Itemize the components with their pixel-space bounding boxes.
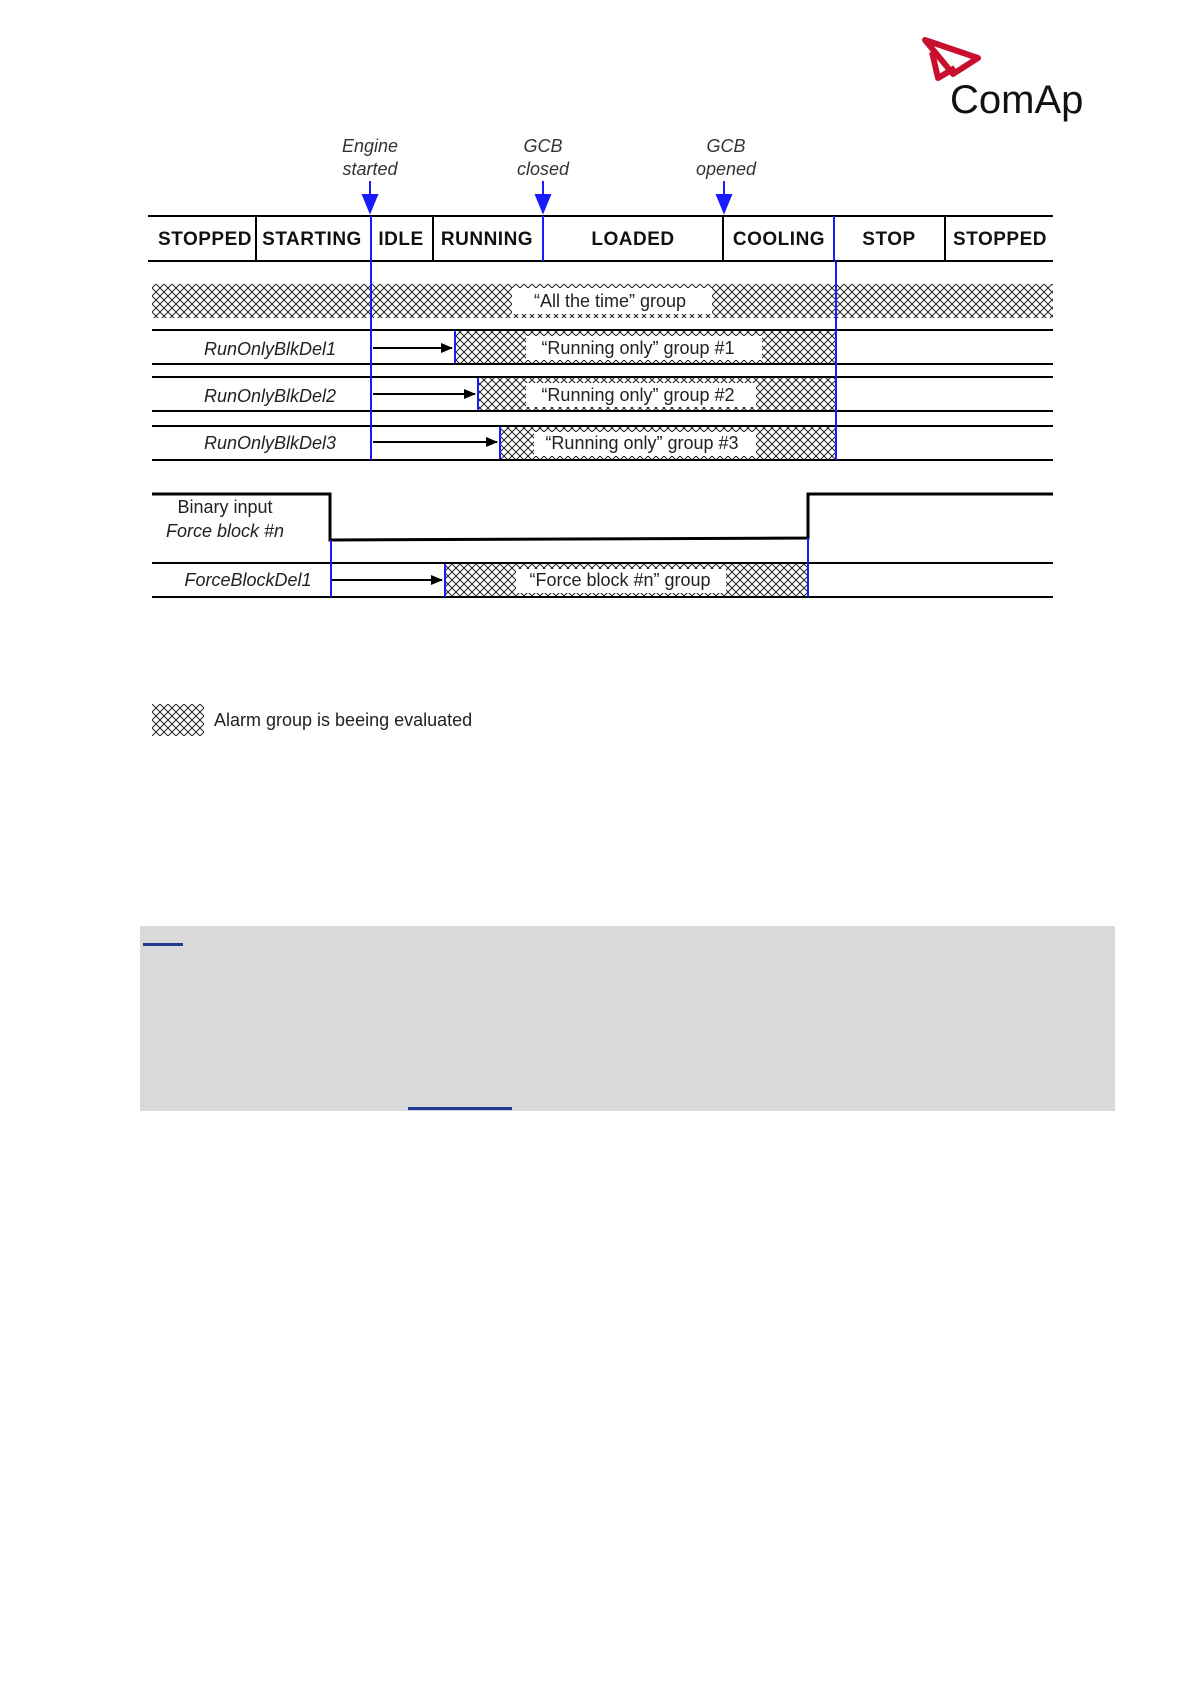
state-idle: IDLE	[378, 229, 424, 250]
state-stopped-start: STOPPED	[158, 229, 252, 250]
state-running: RUNNING	[440, 229, 534, 250]
run-only-1-label: RunOnlyBlkDel1	[203, 339, 337, 359]
binary-input-row	[152, 494, 1053, 563]
state-stopped-end: STOPPED	[953, 229, 1047, 250]
state-stop: STOP	[862, 229, 916, 250]
legend	[152, 704, 472, 736]
state-bar	[148, 216, 1053, 261]
force-block-row	[152, 538, 1053, 597]
run-only-3-label: RunOnlyBlkDel3	[203, 433, 337, 453]
state-loaded: LOADED	[591, 229, 675, 250]
state-starting: STARTING	[262, 229, 362, 250]
event-gcb-closed-line1: GCB	[523, 136, 563, 156]
event-gcb-closed-line2: closed	[516, 159, 570, 179]
binary-input-label-line2: Force block #n	[165, 521, 285, 541]
note-box	[140, 926, 1115, 1111]
run-only-1-group-label: “Running only” group #1	[541, 338, 735, 358]
run-only-row-2	[152, 377, 1053, 411]
comap-logo	[925, 40, 1083, 122]
force-block-group-label: “Force block #n” group	[529, 570, 711, 590]
binary-input-label-line1: Binary input	[177, 497, 273, 517]
run-only-row-3	[152, 426, 1053, 460]
event-labels	[342, 136, 757, 179]
run-only-2-label: RunOnlyBlkDel2	[203, 386, 337, 406]
event-engine-started-line2: started	[342, 159, 398, 179]
force-block-del-label: ForceBlockDel1	[184, 570, 312, 590]
logo-text: ComAp	[950, 78, 1084, 122]
event-arrows	[363, 181, 731, 212]
event-engine-started-line1: Engine	[341, 136, 399, 156]
legend-hatch-swatch	[152, 704, 204, 736]
event-gcb-opened-line1: GCB	[706, 136, 746, 156]
event-gcb-opened-line2: opened	[695, 159, 757, 179]
gcb-closed-arrow-icon	[536, 195, 550, 212]
binary-input-signal	[152, 494, 1053, 540]
state-cooling: COOLING	[732, 229, 826, 250]
legend-text: Alarm group is beeing evaluated	[214, 710, 473, 730]
note-link-1[interactable]	[143, 943, 183, 946]
run-only-2-group-label: “Running only” group #2	[541, 385, 735, 405]
engine-started-arrow-icon	[363, 195, 377, 212]
run-only-3-group-label: “Running only” group #3	[545, 433, 739, 453]
note-link-2[interactable]	[408, 1107, 512, 1110]
all-time-group-label: “All the time” group	[533, 291, 687, 311]
all-time-group-row	[152, 284, 1053, 330]
gcb-opened-arrow-icon	[717, 195, 731, 212]
comap-logo-mark-icon	[925, 40, 978, 78]
run-only-row-1	[152, 331, 1053, 364]
